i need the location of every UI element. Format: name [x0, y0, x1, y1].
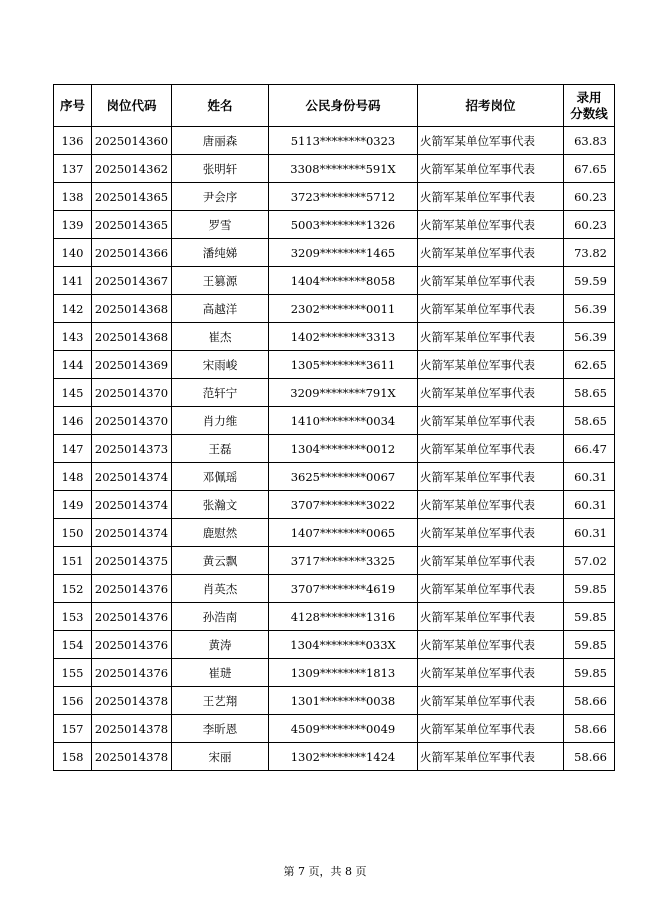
cell-score: 57.02: [564, 547, 615, 575]
table-row: [54, 211, 615, 239]
cell-score: 59.59: [564, 267, 615, 295]
header-score: [564, 85, 615, 127]
cell-name: 唐丽森: [172, 127, 269, 155]
cell-seq: 142: [54, 295, 92, 323]
cell-job: 火箭军某单位军事代表: [418, 351, 564, 379]
cell-id-number: 3723********5712: [269, 183, 418, 211]
header-job: 招考岗位: [418, 85, 564, 127]
header-score-line1: 录用: [576, 89, 602, 105]
cell-job: 火箭军某单位军事代表: [418, 659, 564, 687]
cell-seq: 155: [54, 659, 92, 687]
table-row: [54, 267, 615, 295]
cell-job: 火箭军某单位军事代表: [418, 463, 564, 491]
cell-seq: 152: [54, 575, 92, 603]
cell-id-number: 3707********4619: [269, 575, 418, 603]
cell-job: 火箭军某单位军事代表: [418, 435, 564, 463]
cell-seq: 154: [54, 631, 92, 659]
cell-name: 王篡源: [172, 267, 269, 295]
cell-score: 59.85: [564, 575, 615, 603]
cell-position-code: 2025014370: [92, 407, 172, 435]
cell-score: 59.85: [564, 659, 615, 687]
cell-job: 火箭军某单位军事代表: [418, 295, 564, 323]
cell-id-number: 1410********0034: [269, 407, 418, 435]
cell-id-number: 4509********0049: [269, 715, 418, 743]
table-row: [54, 407, 615, 435]
cell-score: 60.23: [564, 211, 615, 239]
header-row: [54, 85, 615, 127]
cell-job: 火箭军某单位军事代表: [418, 743, 564, 771]
cell-score: 59.85: [564, 631, 615, 659]
cell-seq: 153: [54, 603, 92, 631]
table-row: [54, 631, 615, 659]
table-row: [54, 519, 615, 547]
cell-position-code: 2025014360: [92, 127, 172, 155]
cell-score: 63.83: [564, 127, 615, 155]
cell-id-number: 1309********1813: [269, 659, 418, 687]
cell-seq: 147: [54, 435, 92, 463]
cell-seq: 138: [54, 183, 92, 211]
cell-job: 火箭军某单位军事代表: [418, 379, 564, 407]
header-id-number: 公民身份号码: [269, 85, 418, 127]
cell-score: 73.82: [564, 239, 615, 267]
cell-id-number: 5003********1326: [269, 211, 418, 239]
table-row: [54, 603, 615, 631]
table-row: [54, 351, 615, 379]
cell-name: 范轩宁: [172, 379, 269, 407]
cell-position-code: 2025014375: [92, 547, 172, 575]
cell-score: 60.23: [564, 183, 615, 211]
table-row: [54, 491, 615, 519]
cell-position-code: 2025014376: [92, 631, 172, 659]
cell-name: 王艺翔: [172, 687, 269, 715]
cell-name: 李昕恩: [172, 715, 269, 743]
table-row: [54, 659, 615, 687]
cell-job: 火箭军某单位军事代表: [418, 687, 564, 715]
cell-name: 黄涛: [172, 631, 269, 659]
cell-name: 高越洋: [172, 295, 269, 323]
cell-position-code: 2025014365: [92, 183, 172, 211]
cell-position-code: 2025014374: [92, 463, 172, 491]
cell-name: 尹会序: [172, 183, 269, 211]
cell-id-number: 1404********8058: [269, 267, 418, 295]
cell-seq: 139: [54, 211, 92, 239]
admission-score-table: [53, 84, 615, 771]
header-seq: 序号: [54, 85, 92, 127]
cell-position-code: 2025014376: [92, 659, 172, 687]
cell-score: 60.31: [564, 519, 615, 547]
cell-name: 宋丽: [172, 743, 269, 771]
cell-score: 66.47: [564, 435, 615, 463]
cell-job: 火箭军某单位军事代表: [418, 155, 564, 183]
cell-name: 邓佩瑶: [172, 463, 269, 491]
cell-score: 58.66: [564, 715, 615, 743]
cell-seq: 157: [54, 715, 92, 743]
table-row: [54, 323, 615, 351]
cell-position-code: 2025014374: [92, 519, 172, 547]
table-row: [54, 379, 615, 407]
table-row: [54, 239, 615, 267]
cell-job: 火箭军某单位军事代表: [418, 323, 564, 351]
cell-name: 张瀚文: [172, 491, 269, 519]
cell-id-number: 1407********0065: [269, 519, 418, 547]
cell-name: 张明轩: [172, 155, 269, 183]
cell-position-code: 2025014367: [92, 267, 172, 295]
cell-position-code: 2025014378: [92, 687, 172, 715]
cell-position-code: 2025014376: [92, 603, 172, 631]
table-header: [54, 85, 615, 127]
cell-seq: 150: [54, 519, 92, 547]
table-row: [54, 715, 615, 743]
cell-job: 火箭军某单位军事代表: [418, 715, 564, 743]
table-row: [54, 547, 615, 575]
cell-job: 火箭军某单位军事代表: [418, 491, 564, 519]
cell-name: 肖力维: [172, 407, 269, 435]
cell-id-number: 3308********591X: [269, 155, 418, 183]
table-row: [54, 127, 615, 155]
cell-name: 鹿慰然: [172, 519, 269, 547]
cell-position-code: 2025014376: [92, 575, 172, 603]
cell-score: 58.66: [564, 743, 615, 771]
table-row: [54, 435, 615, 463]
cell-id-number: 2302********0011: [269, 295, 418, 323]
cell-name: 罗雪: [172, 211, 269, 239]
table-row: [54, 295, 615, 323]
cell-job: 火箭军某单位军事代表: [418, 127, 564, 155]
cell-position-code: 2025014370: [92, 379, 172, 407]
cell-id-number: 3209********1465: [269, 239, 418, 267]
cell-seq: 136: [54, 127, 92, 155]
cell-seq: 140: [54, 239, 92, 267]
cell-name: 王磊: [172, 435, 269, 463]
cell-job: 火箭军某单位军事代表: [418, 407, 564, 435]
cell-score: 56.39: [564, 323, 615, 351]
cell-seq: 156: [54, 687, 92, 715]
cell-position-code: 2025014374: [92, 491, 172, 519]
cell-id-number: 1304********033X: [269, 631, 418, 659]
table-body: [54, 127, 615, 771]
table-row: [54, 687, 615, 715]
cell-name: 崔琎: [172, 659, 269, 687]
cell-position-code: 2025014369: [92, 351, 172, 379]
header-name: 姓名: [172, 85, 269, 127]
cell-id-number: 1304********0012: [269, 435, 418, 463]
cell-id-number: 3717********3325: [269, 547, 418, 575]
cell-score: 59.85: [564, 603, 615, 631]
cell-id-number: 3625********0067: [269, 463, 418, 491]
cell-id-number: 1402********3313: [269, 323, 418, 351]
cell-position-code: 2025014365: [92, 211, 172, 239]
cell-score: 67.65: [564, 155, 615, 183]
cell-score: 56.39: [564, 295, 615, 323]
cell-job: 火箭军某单位军事代表: [418, 603, 564, 631]
table-row: [54, 183, 615, 211]
cell-position-code: 2025014368: [92, 323, 172, 351]
cell-name: 孙浩南: [172, 603, 269, 631]
cell-name: 潘纯娣: [172, 239, 269, 267]
cell-job: 火箭军某单位军事代表: [418, 547, 564, 575]
cell-score: 62.65: [564, 351, 615, 379]
cell-seq: 141: [54, 267, 92, 295]
cell-seq: 151: [54, 547, 92, 575]
cell-name: 肖英杰: [172, 575, 269, 603]
cell-score: 60.31: [564, 463, 615, 491]
header-position-code: 岗位代码: [92, 85, 172, 127]
table-row: [54, 155, 615, 183]
cell-id-number: 3707********3022: [269, 491, 418, 519]
cell-name: 黄云飘: [172, 547, 269, 575]
cell-position-code: 2025014366: [92, 239, 172, 267]
cell-id-number: 1302********1424: [269, 743, 418, 771]
cell-job: 火箭军某单位军事代表: [418, 211, 564, 239]
cell-id-number: 4128********1316: [269, 603, 418, 631]
cell-score: 58.66: [564, 687, 615, 715]
cell-position-code: 2025014378: [92, 715, 172, 743]
cell-seq: 137: [54, 155, 92, 183]
cell-id-number: 3209********791X: [269, 379, 418, 407]
header-score-line2: 分数线: [570, 105, 608, 121]
cell-score: 60.31: [564, 491, 615, 519]
cell-seq: 149: [54, 491, 92, 519]
table-row: [54, 575, 615, 603]
cell-job: 火箭军某单位军事代表: [418, 575, 564, 603]
cell-seq: 158: [54, 743, 92, 771]
cell-position-code: 2025014362: [92, 155, 172, 183]
cell-seq: 144: [54, 351, 92, 379]
table-row: [54, 463, 615, 491]
cell-name: 宋雨峻: [172, 351, 269, 379]
cell-score: 58.65: [564, 379, 615, 407]
cell-job: 火箭军某单位军事代表: [418, 631, 564, 659]
cell-job: 火箭军某单位军事代表: [418, 239, 564, 267]
table-row: [54, 743, 615, 771]
cell-score: 58.65: [564, 407, 615, 435]
cell-seq: 145: [54, 379, 92, 407]
cell-id-number: 1305********3611: [269, 351, 418, 379]
cell-position-code: 2025014378: [92, 743, 172, 771]
cell-position-code: 2025014373: [92, 435, 172, 463]
cell-seq: 146: [54, 407, 92, 435]
cell-name: 崔杰: [172, 323, 269, 351]
cell-job: 火箭军某单位军事代表: [418, 519, 564, 547]
cell-job: 火箭军某单位军事代表: [418, 183, 564, 211]
cell-seq: 148: [54, 463, 92, 491]
cell-job: 火箭军某单位军事代表: [418, 267, 564, 295]
cell-position-code: 2025014368: [92, 295, 172, 323]
page-footer: 第 7 页，共 8 页: [283, 865, 367, 878]
cell-id-number: 5113********0323: [269, 127, 418, 155]
cell-id-number: 1301********0038: [269, 687, 418, 715]
cell-seq: 143: [54, 323, 92, 351]
